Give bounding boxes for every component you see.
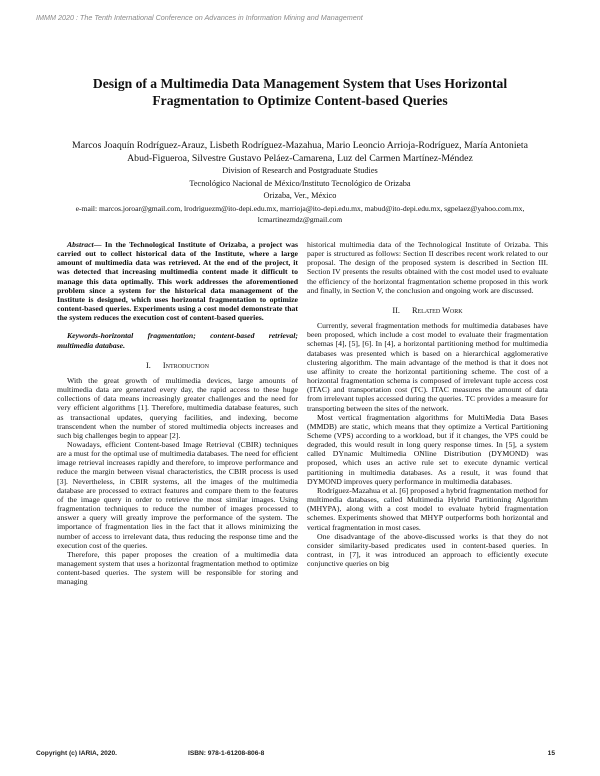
author-names: Marcos Joaquín Rodríguez-Arauz, Lisbeth Rodríguez-Mazahua, Mario Leoncio Arrioja-Rodríguez, María Antonieta Abud-Figueroa, Silvestre Gustavo Peláez-Camarena, Luz del Carmen Martínez-Méndez bbox=[72, 140, 528, 164]
author-division: Division of Research and Postgraduate Studies bbox=[222, 166, 378, 175]
related-paragraph-4: One disadvantage of the above-discussed works is that they do not consider similarity-based predicates used in content-based queries. In contrast, in [7], it was introduced an approach to efficiently execute conjunctive queries on big bbox=[307, 531, 548, 569]
section-heading-related-work bbox=[307, 306, 548, 315]
left-column bbox=[57, 240, 298, 586]
intro-paragraph-3-continued: historical multimedia data of the Technological Institute of Orizaba. This paper is structured as follows: Section II describes recent work related to our proposal. The design of the proposed system is described in Section III. Section IV presents the results obtained with the cost model used to evaluate the efficiency of the horizontal fragmentation scheme proposed in this work and finally, in Section V, the conclusion and ongoing work are discussed. bbox=[307, 240, 548, 295]
running-header: IMMM 2020 : The Tenth International Conference on Advances in Information Mining and Management bbox=[36, 13, 363, 22]
paper-title: Design of a Multimedia Data Management System that Uses Horizontal Fragmentation to Optimize Content-based Queries bbox=[92, 76, 508, 108]
author-institution: Tecnológico Nacional de México/Instituto Tecnológico de Orizaba bbox=[189, 178, 411, 188]
footer-isbn: ISBN: 978-1-61208-806-8 bbox=[188, 750, 265, 757]
author-emails: e-mail: marcos.joroar@gmail.com, lrodriguezm@ito-depi.edu.mx, marrioja@ito-depi.edu.mx, mabud@ito-depi.edu.mx, sgpelaez@yahoo.com.mx, lcmartinezmdz@gmail.com bbox=[75, 203, 525, 224]
page-number: 15 bbox=[547, 750, 555, 757]
section-title: Introduction bbox=[162, 360, 209, 370]
right-column bbox=[307, 240, 548, 568]
keywords: Keywords-horizontal fragmentation; content-based retrieval; multimedia database. bbox=[57, 331, 298, 350]
abstract-label: Abstract— bbox=[67, 240, 102, 249]
section-number: I. bbox=[146, 360, 151, 370]
section-number: II. bbox=[392, 305, 400, 315]
related-paragraph-3: Rodríguez-Mazahua et al. [6] proposed a hybrid fragmentation method for multimedia databases, called Multimedia Hybrid Partitioning Algorithm (MHYPA), along with a cost model to evaluate hybrid fragmentation schemes. Experiments showed that MHYP outperforms both horizontal and vertical fragmentation in most cases. bbox=[307, 485, 548, 532]
intro-paragraph-1: With the great growth of multimedia devices, large amounts of multimedia data are generated every day, the rapid access to these huge collections of data means increasingly greater challenges and the need for very efficient algorithms [1]. Therefore, multimedia database features, such as transactional updates, querying facilities, and indexing, become transcendent when the number of stored multimedia objects increases and such big challenges begin to appear [2]. bbox=[57, 375, 298, 440]
related-paragraph-1: Currently, several fragmentation methods for multimedia databases have been proposed, which include a cost model to evaluate their fragmentation schemas [4], [5], [6]. In [4], a horizontal partitioning method for multimedia databases was presented which is based on a hierarchical agglomerative clustering algorithm. The main advantage of the method is that it does not use affinity to create the horizontal partitioning scheme. The cost of a horizontal fragmentation schema is composed of irrelevant tuple access cost (ITAC) and transportation cost (TC). ITAC measures the amount of data from irrelevant tuples accessed during the queries. TC provides a measure for transporting between the sites of the network. bbox=[307, 321, 548, 413]
intro-paragraph-3: Therefore, this paper proposes the creation of a multimedia data management system that uses a horizontal fragmentation method to optimize content-based queries. The system will be responsible for storing and managing bbox=[57, 549, 298, 587]
related-paragraph-2: Most vertical fragmentation algorithms for MultiMedia Data Bases (MMDB) are static, which means that they optimize a Vertical Partitioning Scheme (VPS) according to a workload, but if it changes, the VPS could be degraded, this would result in long query response times. In [5], a system called DYnamic Multimedia ONline Distribution (DYMOND) was proposed, which uses an active rule set to execute dynamic vertical partitioning in multimedia databases. As a result, it was found that DYMOND improves query performance in multimedia databases. bbox=[307, 412, 548, 486]
footer-copyright: Copyright (c) IARIA, 2020. bbox=[36, 750, 117, 757]
intro-paragraph-2: Nowadays, efficient Content-based Image Retrieval (CBIR) techniques are a must for the optimal use of multimedia databases. The need for efficient image retrieval increases rapidly and therefore, to improve performance and reduce the margin between visual characteristics, the CBIR process is used [3]. Nevertheless, in CBIR systems, all the images of the multimedia database are processed to extract features and compare them to the features of the image query in order to retrieve the most similar images. Using fragmentation techniques to reduce the number of images processed to answer a query will greatly improve the performance of the system. The importance of fragmentation lies in the fact that it allows minimizing the number of access to irrelevant data, thus reducing the response time and the execution cost of the queries. bbox=[57, 439, 298, 550]
author-block bbox=[60, 140, 540, 226]
section-title: Related Work bbox=[411, 305, 463, 315]
abstract-text: In the Technological Institute of Orizaba, a project was carried out to collect historical data of the Institute, where a large amount of multimedia data was retrieved. At the end of the project, it was detected that increasing multimedia content made it difficult to manage this data optimally. This work addresses the aforementioned problem since a system for the historical data management of the Institute is designed, which uses horizontal fragmentation to optimize content-based queries. Experiments using a cost model demonstrate that the system reduces the execution cost of content-based queries. bbox=[57, 240, 298, 323]
section-heading-introduction bbox=[57, 361, 298, 370]
abstract bbox=[57, 240, 298, 322]
author-location: Orizaba, Ver., México bbox=[263, 191, 337, 200]
